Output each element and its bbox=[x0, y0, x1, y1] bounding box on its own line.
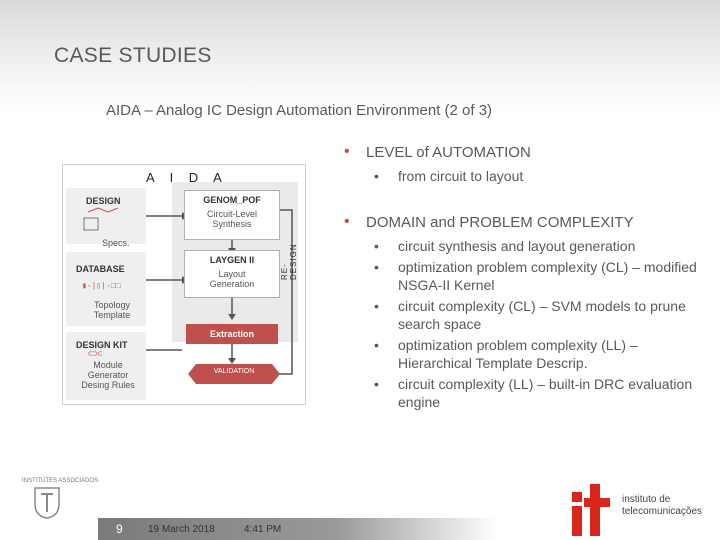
genom-title: GENOM_POF bbox=[203, 195, 261, 205]
brand-name: instituto de telecomunicações bbox=[622, 494, 703, 517]
topology-label: Topology Template bbox=[93, 300, 131, 320]
svg-text:⊂⊃⊂: ⊂⊃⊂ bbox=[88, 350, 103, 359]
design-label: DESIGN bbox=[86, 196, 121, 206]
laygen-title: LAYGEN II bbox=[209, 255, 255, 265]
it-logo-icon bbox=[568, 482, 618, 538]
bullet-list bbox=[344, 144, 714, 414]
ist-logo-icon bbox=[32, 486, 62, 520]
redesign-label: RE-DESIGN bbox=[280, 243, 298, 280]
genom-desc: Circuit-Level Synthesis bbox=[206, 209, 257, 229]
slide-title: CASE STUDIES bbox=[54, 44, 212, 67]
sub-bullet: • circuit complexity (CL) – SVM models to prune search space bbox=[344, 297, 714, 333]
extraction-box: Extraction bbox=[186, 324, 278, 344]
designkit-label: DESIGN KIT bbox=[76, 340, 128, 350]
footer-date: 19 March 2018 bbox=[148, 524, 215, 535]
sub-bullet: • circuit synthesis and layout generation bbox=[344, 237, 714, 255]
sub-bullet: • optimization problem complexity (CL) – modified NSGA-II Kernel bbox=[344, 258, 714, 294]
aida-logo-text: A I D A bbox=[146, 170, 228, 185]
page-number: 9 bbox=[116, 522, 123, 536]
genom-box bbox=[184, 190, 280, 240]
sub-bullet: • optimization problem complexity (LL) – Hierarchical Template Descrip. bbox=[344, 336, 714, 372]
institutes-label: INSTITUTES ASSOCIADOS bbox=[22, 478, 99, 484]
laygen-desc: Layout Generation bbox=[209, 269, 255, 289]
footer-time: 4:41 PM bbox=[244, 524, 282, 535]
sub-bullet: • circuit complexity (LL) – built-in DRC evaluation engine bbox=[344, 375, 714, 411]
aida-diagram bbox=[62, 160, 306, 405]
bullet-complexity: • DOMAIN and PROBLEM COMPLEXITY bbox=[344, 214, 714, 231]
laygen-box bbox=[184, 250, 280, 298]
specs-label: Specs. bbox=[102, 238, 130, 248]
database-label: DATABASE bbox=[76, 264, 125, 274]
svg-text:▮·|▯|·□□: ▮·|▯|·□□ bbox=[82, 282, 121, 291]
validation-label: VALIDATION bbox=[213, 368, 255, 375]
bullet-automation: • LEVEL of AUTOMATION bbox=[344, 144, 714, 161]
module-generator-label: Module Generator Desing Rules bbox=[81, 360, 135, 390]
sub-bullet: • from circuit to layout bbox=[344, 167, 714, 185]
slide-subtitle: AIDA – Analog IC Design Automation Environment (2 of 3) bbox=[106, 102, 493, 119]
